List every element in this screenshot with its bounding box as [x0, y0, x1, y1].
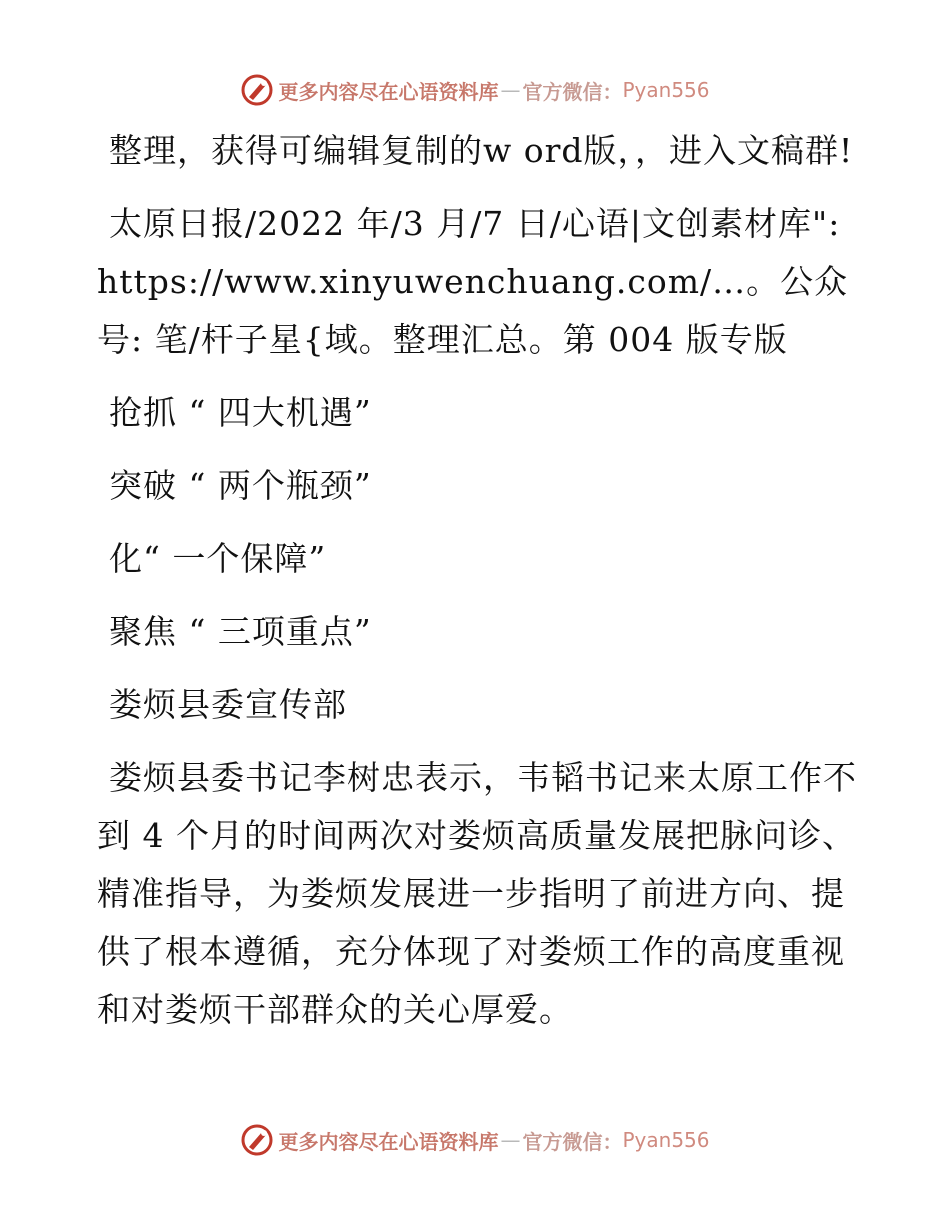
- watermark-separator: —: [500, 1128, 521, 1152]
- paragraph-2: 太原日报/2022 年/3 月/7 日/心语|文创素材库": https://www.xinyuwenchuang.com/…。公众号: 笔/杆子星{域。整理汇总。第 004 版专版: [97, 204, 849, 359]
- footer-watermark: [0, 1120, 950, 1160]
- brand-logo-icon: [240, 1123, 274, 1157]
- brand-logo-icon: [240, 73, 274, 107]
- paragraph-7: 娄烦县委宣传部: [109, 685, 347, 724]
- paragraph-5: 化“ 一个保障”: [109, 539, 327, 578]
- paragraph-3: 抢抓 “ 四大机遇”: [109, 393, 372, 432]
- document-body: [97, 122, 857, 1054]
- watermark-brand: 更多内容尽在心语资料库: [278, 1129, 499, 1154]
- watermark-wechat-id: Pyan556: [622, 1128, 710, 1152]
- watermark-separator: —: [500, 78, 521, 102]
- watermark-wechat-label: 官方微信：: [522, 79, 623, 104]
- watermark-brand: 更多内容尽在心语资料库: [278, 79, 499, 104]
- watermark-wechat-label: 官方微信：: [522, 1129, 623, 1154]
- paragraph-4: 突破 “ 两个瓶颈”: [109, 466, 372, 505]
- paragraph-8: 娄烦县委书记李树忠表示，韦韬书记来太原工作不到 4 个月的时间两次对娄烦高质量发展把脉问诊、精准指导，为娄烦发展进一步指明了前进方向、提供了根本遵循，充分体现了对娄烦工作的高度重视和对娄烦干部群众的关心厚爱。: [97, 758, 857, 1029]
- watermark-wechat-id: Pyan556: [622, 78, 710, 102]
- header-watermark: [0, 70, 950, 110]
- paragraph-6: 聚焦 “ 三项重点”: [109, 612, 372, 651]
- paragraph-1: 整理，获得可编辑复制的w ord版，，进入文稿群!: [109, 131, 854, 170]
